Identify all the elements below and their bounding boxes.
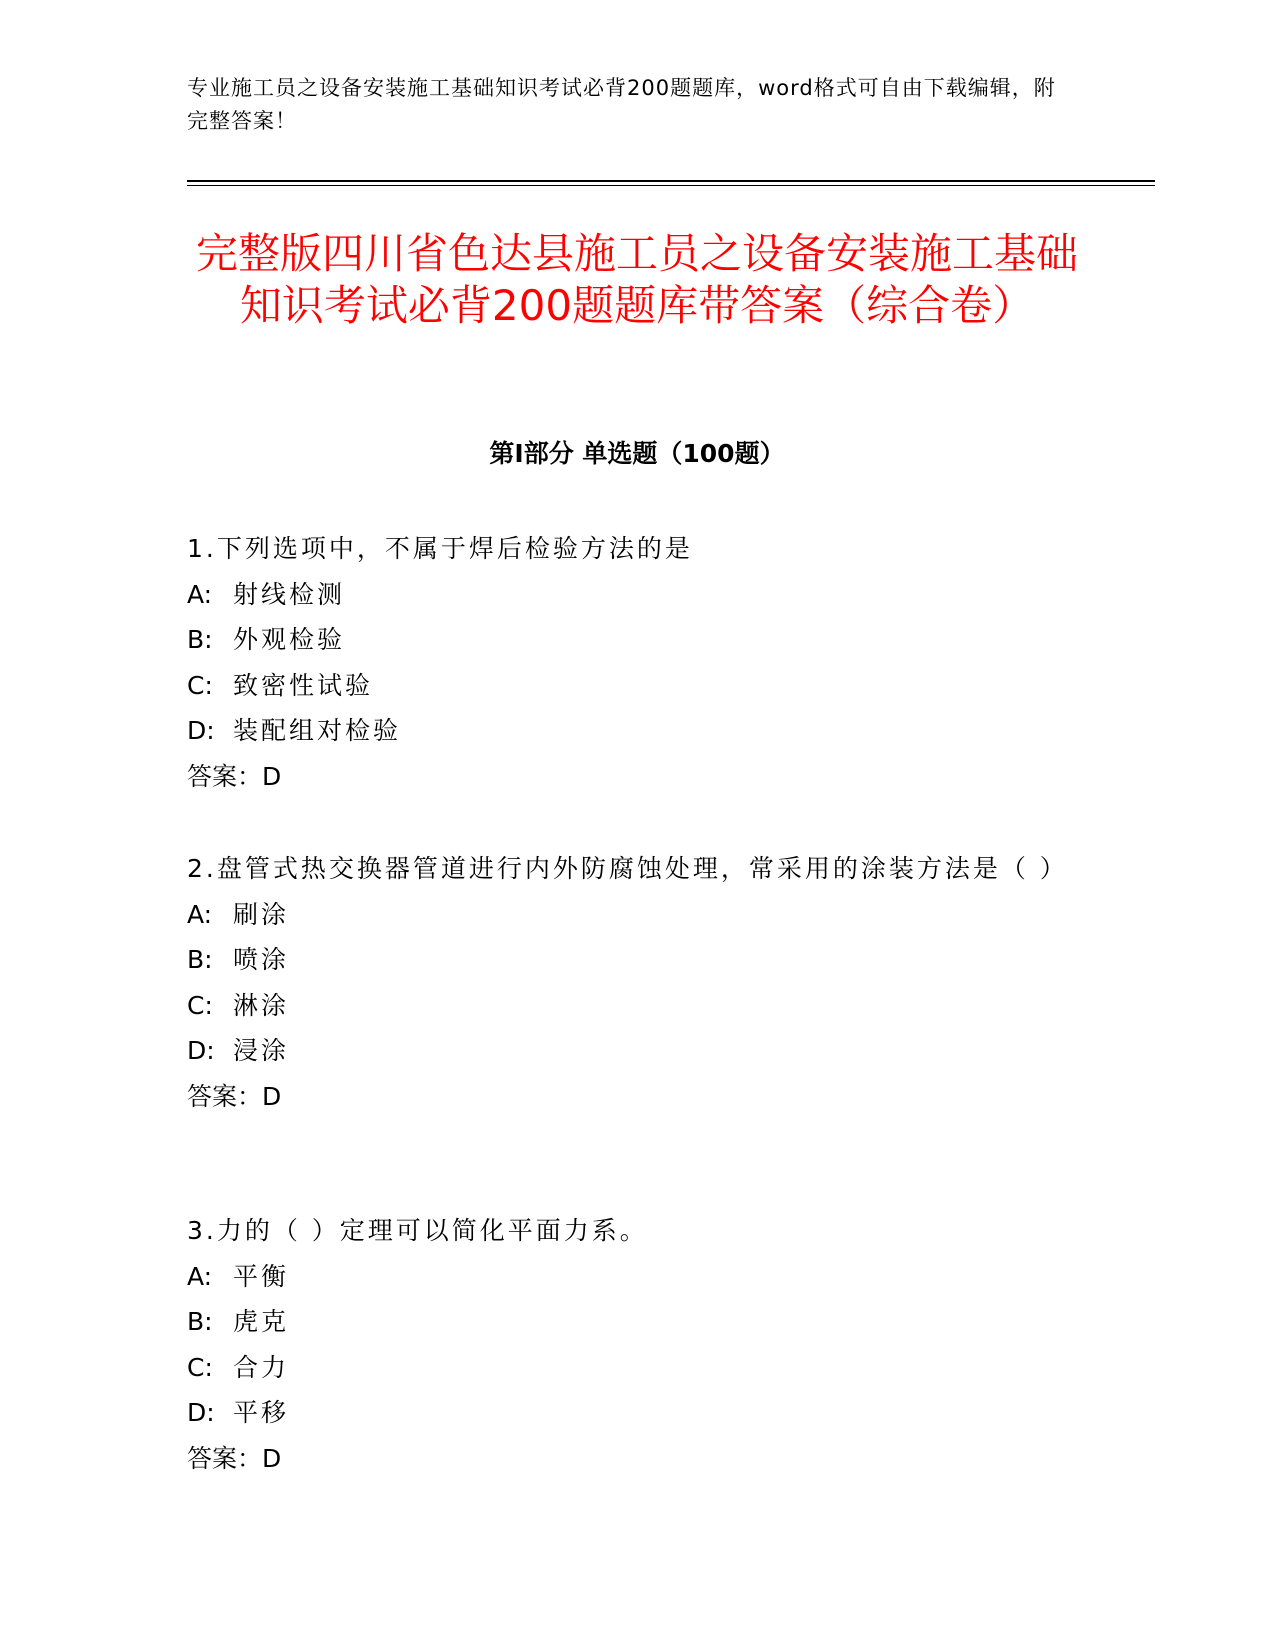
document-title: 完整版四川省色达县施工员之设备安装施工基础知识考试必背200题题库带答案（综合卷）	[195, 229, 1078, 330]
option-d	[187, 708, 1067, 754]
option-b	[187, 937, 1067, 983]
question-stem: 2.盘管式热交换器管道进行内外防腐蚀处理，常采用的涂装方法是（ ）	[187, 854, 1068, 883]
option-label: B:	[187, 1307, 213, 1336]
option-text: 刷涂	[233, 899, 290, 929]
option-label: B:	[187, 945, 213, 974]
option-a	[187, 1254, 1067, 1300]
option-label: C:	[187, 1352, 213, 1382]
option-a	[187, 572, 1067, 618]
option-d	[187, 1390, 1067, 1436]
answer: 答案：D	[187, 1443, 282, 1473]
option-c	[187, 1345, 1067, 1391]
option-label: C:	[187, 990, 213, 1020]
option-c	[187, 663, 1067, 709]
option-label: D:	[187, 1398, 215, 1427]
question-3	[187, 1208, 1067, 1481]
header-rule-thick	[187, 180, 1155, 182]
option-c	[187, 983, 1067, 1029]
option-label: C:	[187, 670, 213, 700]
option-text: 外观检验	[233, 625, 346, 654]
option-b	[187, 1299, 1067, 1345]
option-text: 合力	[233, 1352, 290, 1382]
section-heading: 第Ⅰ部分 单选题（100题）	[489, 439, 785, 468]
option-label: B:	[187, 625, 213, 654]
option-label: A:	[187, 579, 213, 609]
question-stem: 1.下列选项中，不属于焊后检验方法的是	[187, 534, 693, 563]
question-2	[187, 846, 1067, 1119]
answer: 答案：D	[187, 1081, 282, 1111]
option-b	[187, 617, 1067, 663]
question-1	[187, 526, 1067, 799]
option-label: A:	[187, 1261, 213, 1291]
option-text: 浸涂	[233, 1036, 290, 1065]
answer: 答案：D	[187, 761, 282, 791]
option-text: 平衡	[233, 1261, 290, 1291]
option-a	[187, 892, 1067, 938]
question-stem: 3.力的（ ）定理可以简化平面力系。	[187, 1216, 648, 1245]
option-text: 虎克	[233, 1307, 290, 1336]
option-text: 喷涂	[233, 945, 290, 974]
option-text: 装配组对检验	[233, 716, 402, 745]
option-text: 平移	[233, 1398, 290, 1427]
option-text: 淋涂	[233, 990, 290, 1020]
option-label: D:	[187, 1036, 215, 1065]
option-text: 致密性试验	[233, 670, 374, 700]
option-text: 射线检测	[233, 579, 346, 609]
option-label: A:	[187, 899, 213, 929]
header-note: 专业施工员之设备安装施工基础知识考试必背200题题库，word格式可自由下载编辑，附完整答案！	[187, 76, 1056, 133]
header-rule-thin	[187, 185, 1155, 186]
option-label: D:	[187, 716, 215, 745]
option-d	[187, 1028, 1067, 1074]
